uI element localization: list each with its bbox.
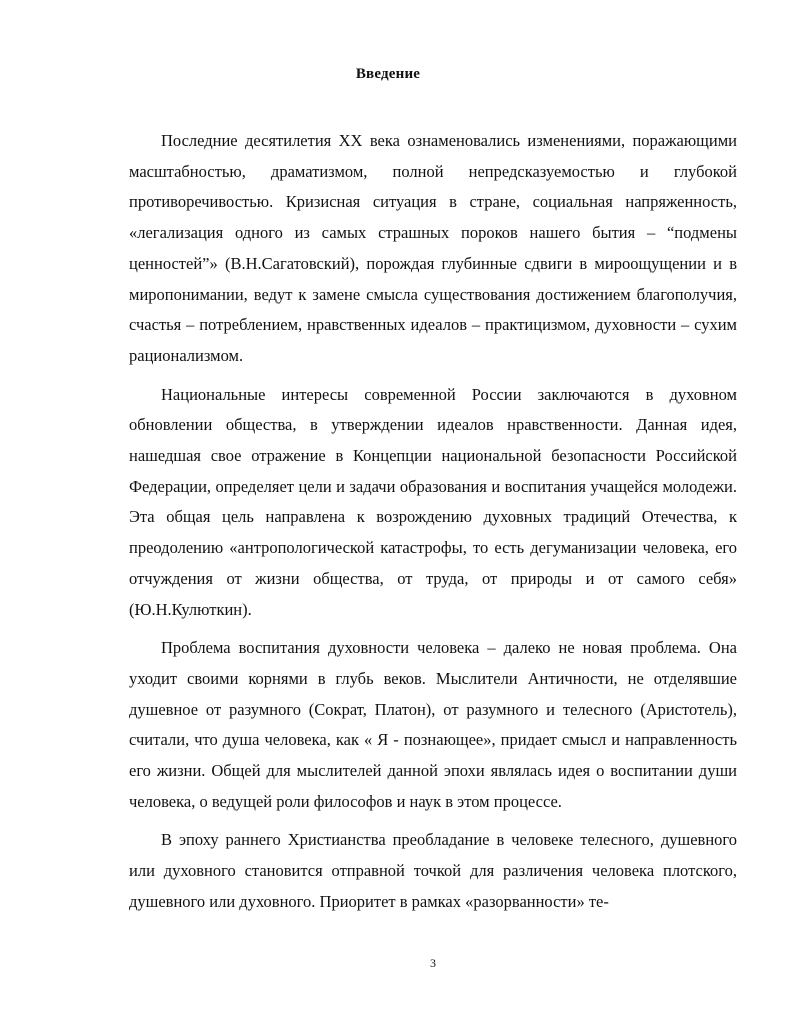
page-number: 3 [430,956,436,970]
paragraph-3: Проблема воспитания духовности человека – далеко не новая проблема. Она уходит своими корнями в глубь веков. Мыслители Античности, не отделявшие душевное от разумного (Сократ, Платон), от разумного и телесного (Аристотель), считали, что душа человека, как « Я - познающее», придает смысл и направленность его жизни. Общей для мыслителей данной эпохи являлась идея о воспитании души человека, о ведущей роли философов и наук в этом процессе. [129,638,737,811]
page-title: Введение [355,66,421,82]
paragraph-2: Национальные интересы современной России заключаются в духовном обновлении общества, в утверждении идеалов нравственности. Данная идея, нашедшая свое отражение в Концепции национальной безопасности Российской Федерации, определяет цели и задачи образования и воспитания учащейся молодежи. Эта общая цель направлена к возрождению духовных традиций Отечества, к преодолению «антропологической катастрофы, то есть дегуманизации человека, его отчуждения от жизни общества, от труда, от природы и от самого себя» (Ю.Н.Кулюткин). [129,384,737,619]
paragraph-1: Последние десятилетия XX века ознаменовались изменениями, поражающими масштабностью, драматизмом, полной непредсказуемостью и глубокой противоречивостью. Кризисная ситуация в стране, социальная напряженность, «легализация одного из самых страшных пороков нашего бытия – “подмены ценностей”» (В.Н.Сагатовский), порождая глубинные сдвиги в мироощущении и в миропонимании, ведут к замене смысла существования достижением благополучия, счастья – потреблением, нравственных идеалов – практицизмом, духовности – сухим рационализмом. [129,131,737,365]
body-text [129,126,737,926]
paragraph-4: В эпоху раннего Христианства преобладание в человеке телесного, душевного или духовного становится отправной точкой для различения человека плотского, душевного или духовного. Приоритет в рамках «разорванности» те- [129,830,737,911]
